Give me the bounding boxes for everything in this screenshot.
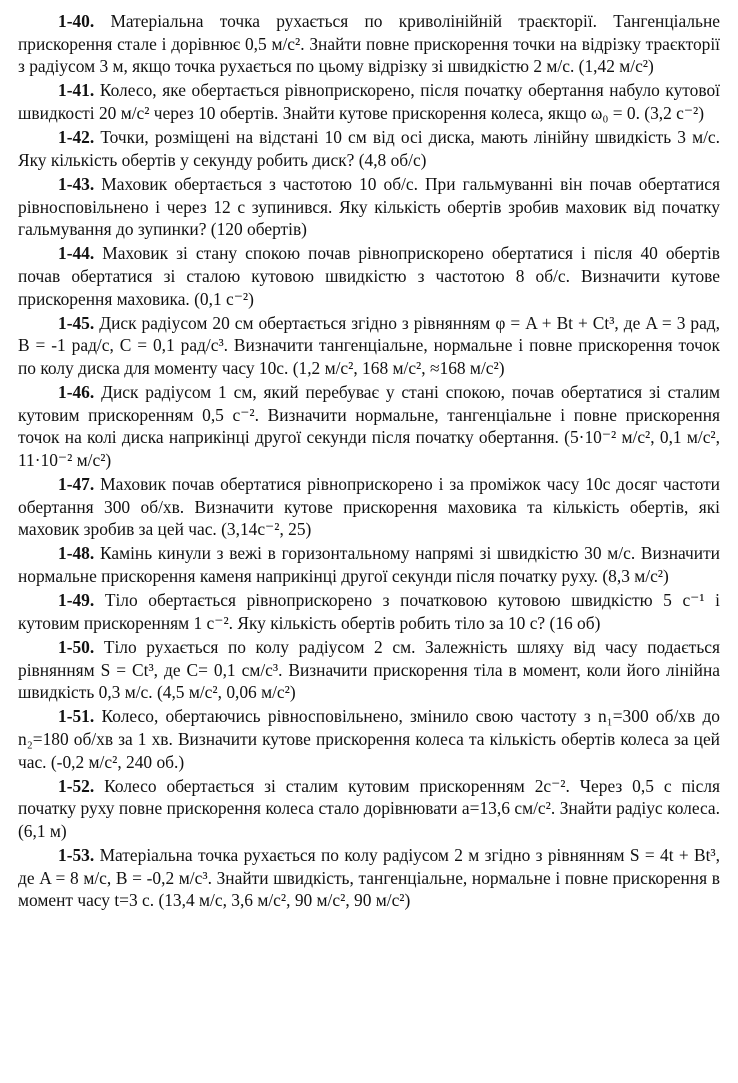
problem-text: Маховик почав обертатися рівноприскорено і за проміжок часу 10с досяг частоти обертання 300 об/хв. Визначити кутове прискорення маховика та кількість обертів, які маховик зробив за цей час. (3,14с⁻², 25) (18, 474, 720, 540)
problem-number: 1-44. (58, 243, 95, 264)
problem-number: 1-41. (58, 80, 95, 101)
problem-text: Колесо, обертаючись рівносповільнено, змінило свою частоту з n₁=300 об/хв до n₂=180 об/хв за 1 хв. Визначити кутове прискорення колеса та кількість обертів колеса за цей час. (-0,2 м/с², 240 об.) (18, 706, 720, 772)
problem-number: 1-46. (58, 382, 95, 403)
problem-text: Диск радіусом 1 см, який перебуває у стані спокою, почав обертатися зі сталим кутовим прискоренням 0,5 с⁻². Визначити нормальне, тангенціальне і повне прискорення точок на колі диска наприкінці другої секунди після початку обертання. (5·10⁻² м/с², 0,1 м/с², 11·10⁻² м/с²) (18, 382, 720, 470)
problem-text: Матеріальна точка рухається по криволінійній траєкторії. Тангенціальне прискорення стале і дорівнює 0,5 м/с². Знайти повне прискорення точки на відрізку траєкторії з радіусом 3 м, якщо точка рухається по цьому відрізку зі швидкістю 2 м/с. (1,42 м/с²) (18, 11, 720, 77)
problem-text: Тіло рухається по колу радіусом 2 см. Залежність шляху від часу подається рівнянням S = Ct³, де C= 0,1 см/с³. Визначити прискорення тіла в момент, коли його лінійна швидкість 0,3 м/с. (4,5 м/с², 0,06 м/с²) (18, 636, 720, 703)
problem-number: 1-49. (58, 590, 95, 611)
problem-text: Маховик зі стану спокою почав рівноприскорено обертатися і після 40 обертів почав обертатися зі сталою кутовою швидкістю з частотою 8 об/с. Визначити кутове прискорення маховика. (0,1 с⁻²) (18, 243, 720, 309)
problem-1-42 (18, 126, 720, 171)
problem-1-53 (18, 844, 720, 912)
problem-text: Маховик обертається з частотою 10 об/с. При гальмуванні він почав обертатися рівносповільнено і через 12 с зупинився. Яку кількість обертів зробив маховик від початку гальмування до зупинки? (120 обертів) (18, 173, 720, 240)
problem-number: 1-47. (58, 474, 95, 495)
problem-1-43 (18, 173, 720, 241)
problem-1-46 (18, 381, 720, 471)
problem-1-47 (18, 473, 720, 541)
problem-1-52 (18, 775, 720, 843)
problem-1-48 (18, 542, 720, 587)
problem-text: Диск радіусом 20 см обертається згідно з рівнянням φ = A + Bt + Ct³, де A = 3 рад, B = -1 рад/с, C = 0,1 рад/с³. Визначити тангенціальне, нормальне і повне прискорення точок по колу диска для моменту часу 10с. (1,2 м/с², 168 м/с², ≈168 м/с²) (18, 312, 720, 378)
problem-number: 1-42. (58, 127, 95, 148)
problem-1-49 (18, 589, 720, 634)
problem-text: Камінь кинули з вежі в горизонтальному напрямі зі швидкістю 30 м/с. Визначити нормальне прискорення каменя наприкінці другої секунди після початку руху. (8,3 м/с²) (18, 543, 720, 586)
problem-1-44 (18, 242, 720, 310)
problem-number: 1-51. (58, 706, 95, 727)
problem-text: Колесо обертається зі сталим кутовим прискоренням 2с⁻². Через 0,5 с після початку руху повне прискорення колеса стало дорівнювати a=13,6 см/с². Знайти радіус колеса. (6,1 м) (18, 775, 720, 841)
problem-1-50 (18, 636, 720, 704)
problem-number: 1-45. (58, 312, 95, 333)
problem-1-40 (18, 10, 720, 78)
problem-number: 1-48. (58, 543, 95, 564)
problem-text: Колесо, яке обертається рівноприскорено, після початку обертання набуло кутової швидкості 20 м/с² через 10 обертів. Знайти кутове прискорення колеса, якщо ω₀ = 0. (3,2 с⁻²) (18, 80, 720, 123)
problem-number: 1-52. (58, 775, 95, 796)
problem-number: 1-43. (58, 173, 95, 194)
problem-number: 1-40. (58, 11, 95, 31)
problem-number: 1-53. (58, 845, 95, 866)
problem-text: Точки, розміщені на відстані 10 см від осі диска, мають лінійну швидкість 3 м/с. Яку кількість обертів у секунду робить диск? (4,8 об/с) (18, 127, 720, 170)
problem-1-45 (18, 312, 720, 380)
problem-1-41 (18, 79, 720, 124)
problem-text: Тіло обертається рівноприскорено з початковою кутовою швидкістю 5 с⁻¹ і кутовим прискоренням 1 с⁻². Яку кількість обертів робить тіло за 10 с? (16 об) (18, 590, 720, 633)
problem-number: 1-50. (58, 636, 95, 657)
problem-text: Матеріальна точка рухається по колу радіусом 2 м згідно з рівнянням S = 4t + Bt³, де A = 8 м/с, B = -0,2 м/с³. Знайти швидкість, тангенціальне, нормальне і повне прискорення в момент часу t=3 с. (13,4 м/с, 3,6 м/с², 90 м/с², 90 м/с²) (18, 845, 720, 911)
problem-1-51 (18, 705, 720, 773)
